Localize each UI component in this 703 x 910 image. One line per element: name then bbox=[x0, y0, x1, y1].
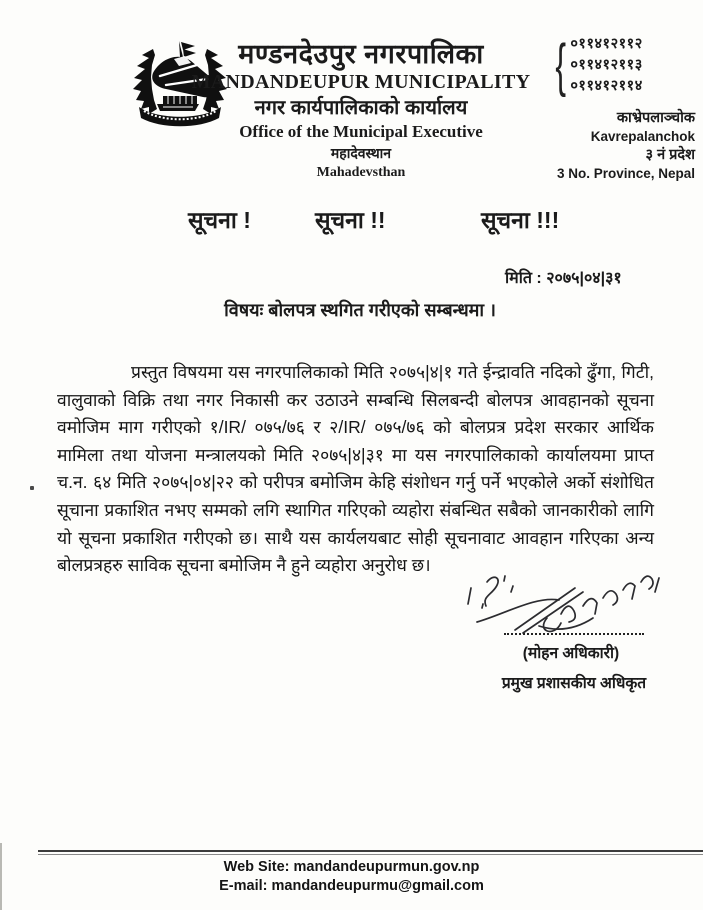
phone-number: ०११४१२११३ bbox=[570, 57, 643, 73]
footer-divider bbox=[38, 850, 703, 855]
office-name-english: Office of the Municipal Executive bbox=[239, 122, 483, 141]
province-nepali: ३ नं प्रदेश bbox=[645, 147, 695, 163]
letterhead bbox=[168, 38, 554, 182]
signature-dotted-line bbox=[504, 625, 644, 635]
letter-body: प्रस्तुत विषयमा यस नगरपालिकाको मिति २०७५|४|१ गते ईन्द्रावति नदिको ढुँगा, गिटी, वालुवाको विक्रि तथा नगर निकासी कर उठाउने सम्बन्धि सिलबन्दी बोलपत्र आवहानको सूचना वमोजिम माग गरीएको १/IR/ ०७५/७६ र २/IR/ ०७५/७६ को बोलप्रत्र प्रदेश सरकार आर्थिक मामिला तथा योजना मन्त्रालयको मिति २०७५|४|३१ मा यस नगरपालिकाको कार्यालयमा प्राप्त च.न. ६४ मिति २०७५|०४|२२ को परीपत्र बमोजिम केहि संशोधन गर्नु पर्ने भएकोले अर्को संशोधित सूचाना प्रकाशित नभए सम्मको लगि स्थागित गरिएको व्यहोरा संबन्धित सबैको जानकारीको लागि यो सूचना प्रकाशित गरीएको छ। साथै यस कार्यलयबाट सोही सूचनावाट आवहान गरिएका अन्य बोलप्रत्रहरु साविक सूचना बमोजिम नै हुने व्यहोरा अनुरोध छ। bbox=[57, 362, 654, 576]
scan-edge-artifact bbox=[0, 843, 2, 910]
contact-block bbox=[551, 34, 699, 183]
footer-website: Web Site: mandandeupurmun.gov.np bbox=[223, 859, 480, 875]
signatory-designation: प्रमुख प्रशासकीय अधिकृत bbox=[501, 675, 647, 692]
date-line: मिति : २०७५|०४|३१ bbox=[505, 270, 622, 287]
notice-heading-3: सूचना !!! bbox=[481, 207, 560, 233]
place-name-english: Mahadevsthan bbox=[316, 165, 406, 180]
footer-email: E-mail: mandandeupurmu@gmail.com bbox=[219, 878, 484, 894]
subject-line: विषयः बोलपत्र स्थगित गरीएको सम्बन्धमा । bbox=[224, 300, 496, 320]
notice-heading-1: सूचना ! bbox=[188, 207, 251, 233]
scan-artifact bbox=[30, 486, 34, 490]
phone-number: ०११४१२११२ bbox=[570, 36, 643, 52]
notice-heading-row bbox=[0, 203, 703, 237]
phone-numbers bbox=[551, 34, 699, 97]
signatory-name: (मोहन अधिकारी) bbox=[522, 645, 620, 662]
notice-heading-2: सूचना !! bbox=[315, 207, 386, 233]
place-name-nepali: महादेवस्थान bbox=[330, 145, 392, 161]
district-nepali: काभ्रेपलाञ्चोक bbox=[616, 110, 695, 126]
phone-number: ०११४१२११४ bbox=[570, 78, 643, 94]
province-english: 3 No. Province, Nepal bbox=[556, 166, 695, 181]
municipality-name-english: MANDANDEUPUR MUNICIPALITY bbox=[191, 71, 531, 93]
municipality-name-nepali: मण्डनदेउपुर नगरपालिका bbox=[238, 39, 484, 69]
office-name-nepali: नगर कार्यपालिकाको कार्यालय bbox=[254, 97, 468, 119]
district-english: Kavrepalanchok bbox=[590, 129, 695, 144]
brace-icon: { bbox=[555, 32, 567, 98]
